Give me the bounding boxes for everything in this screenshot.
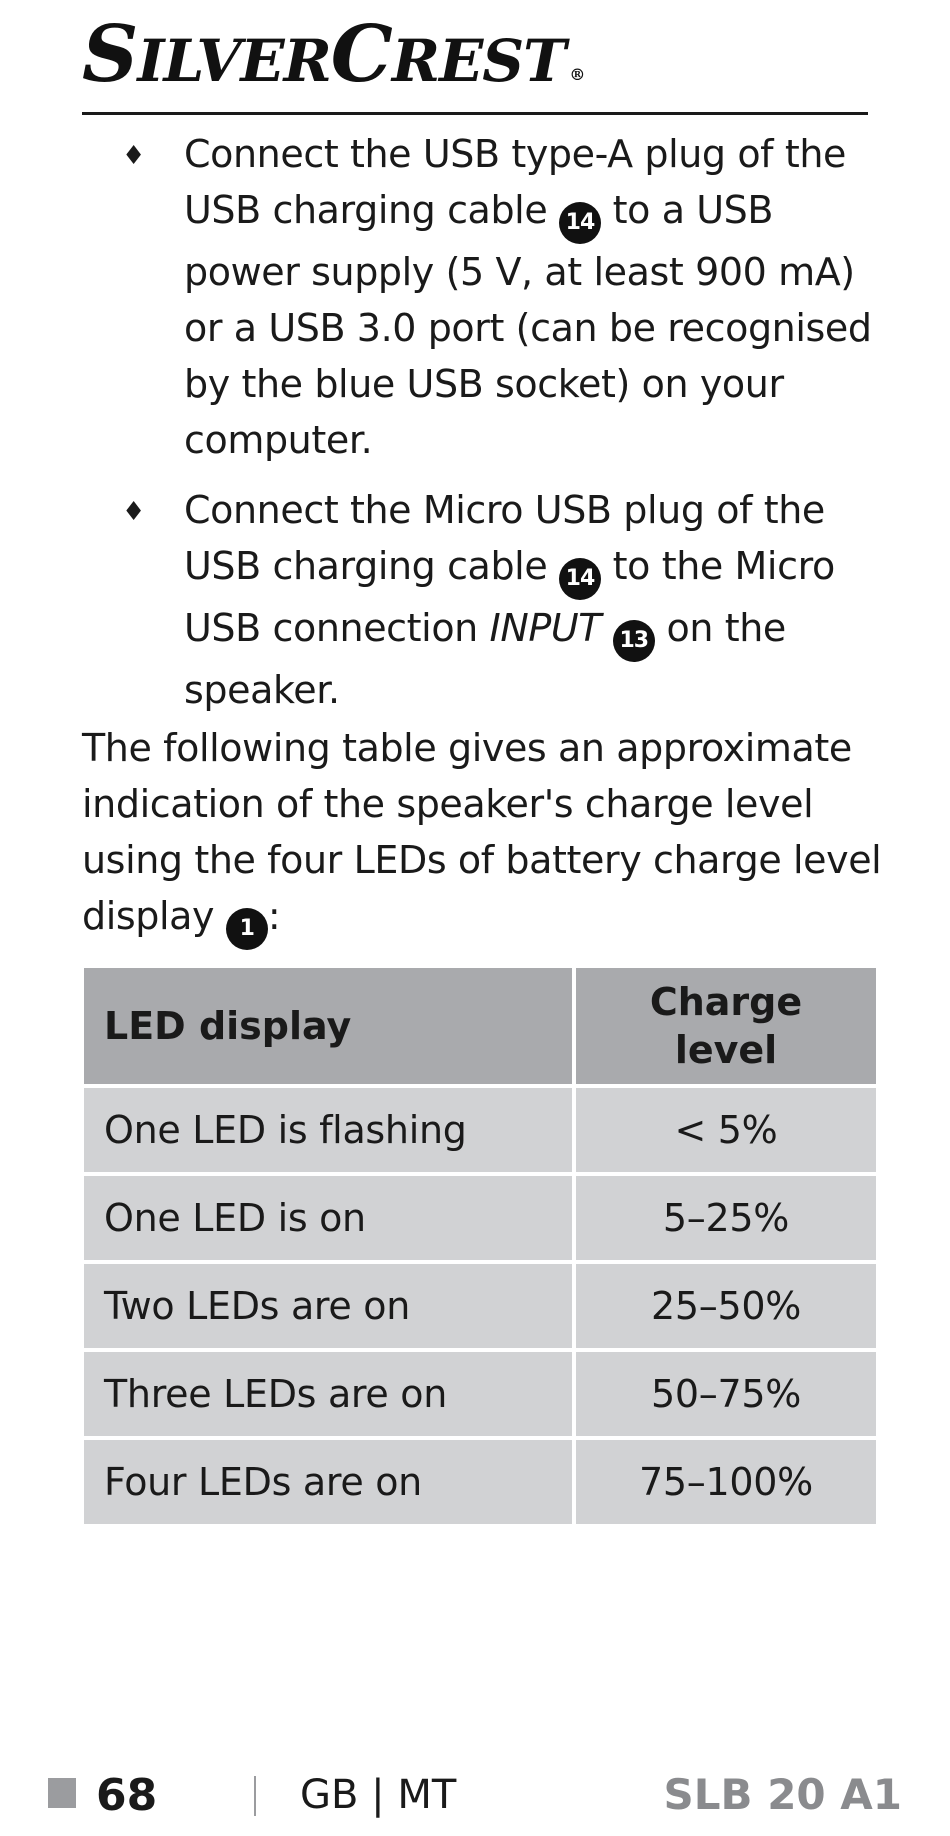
instruction-list: [122, 126, 882, 732]
reference-number: 14: [559, 202, 601, 244]
reference-number: 13: [613, 620, 655, 662]
table-row: One LED is flashing < 5%: [84, 1088, 876, 1172]
reference-number: 1: [226, 908, 268, 950]
table-row: Four LEDs are on 75–100%: [84, 1440, 876, 1524]
table-row: Three LEDs are on 50–75%: [84, 1352, 876, 1436]
page-header: [82, 8, 868, 115]
diamond-bullet-icon: ♦: [122, 497, 146, 527]
table-header-row: [84, 968, 876, 1084]
brand-logo: SILVERCREST ®: [82, 9, 585, 100]
language-codes: GB | MT: [300, 1772, 457, 1818]
reference-number: 14: [559, 558, 601, 600]
column-header-led-display: LED display: [84, 968, 572, 1084]
table-row: Two LEDs are on 25–50%: [84, 1264, 876, 1348]
page-number: 68: [96, 1770, 158, 1821]
footer-divider: [254, 1776, 256, 1816]
page-footer: [48, 1770, 902, 1830]
model-number: SLB 20 A1: [663, 1770, 902, 1819]
page-marker-square: [48, 1778, 76, 1808]
instruction-item: ♦ Connect the USB type-A plug of the USB charging cable 14 to a USB power supply (5 V, at least 900 mA) or a USB 3.0 port (can be recognised by the blue USB socket) on your computer.: [122, 126, 882, 468]
charge-level-table: [80, 964, 880, 1528]
table-row: One LED is on 5–25%: [84, 1176, 876, 1260]
instruction-item: ♦ Connect the Micro USB plug of the USB charging cable 14 to the Micro USB connection INPUT 13 on the speaker.: [122, 482, 882, 718]
column-header-charge-level: Charge level: [576, 968, 876, 1084]
diamond-bullet-icon: ♦: [122, 141, 146, 171]
intro-paragraph: The following table gives an approximate indication of the speaker's charge level using the four LEDs of battery charge level display 1 :: [82, 720, 882, 950]
